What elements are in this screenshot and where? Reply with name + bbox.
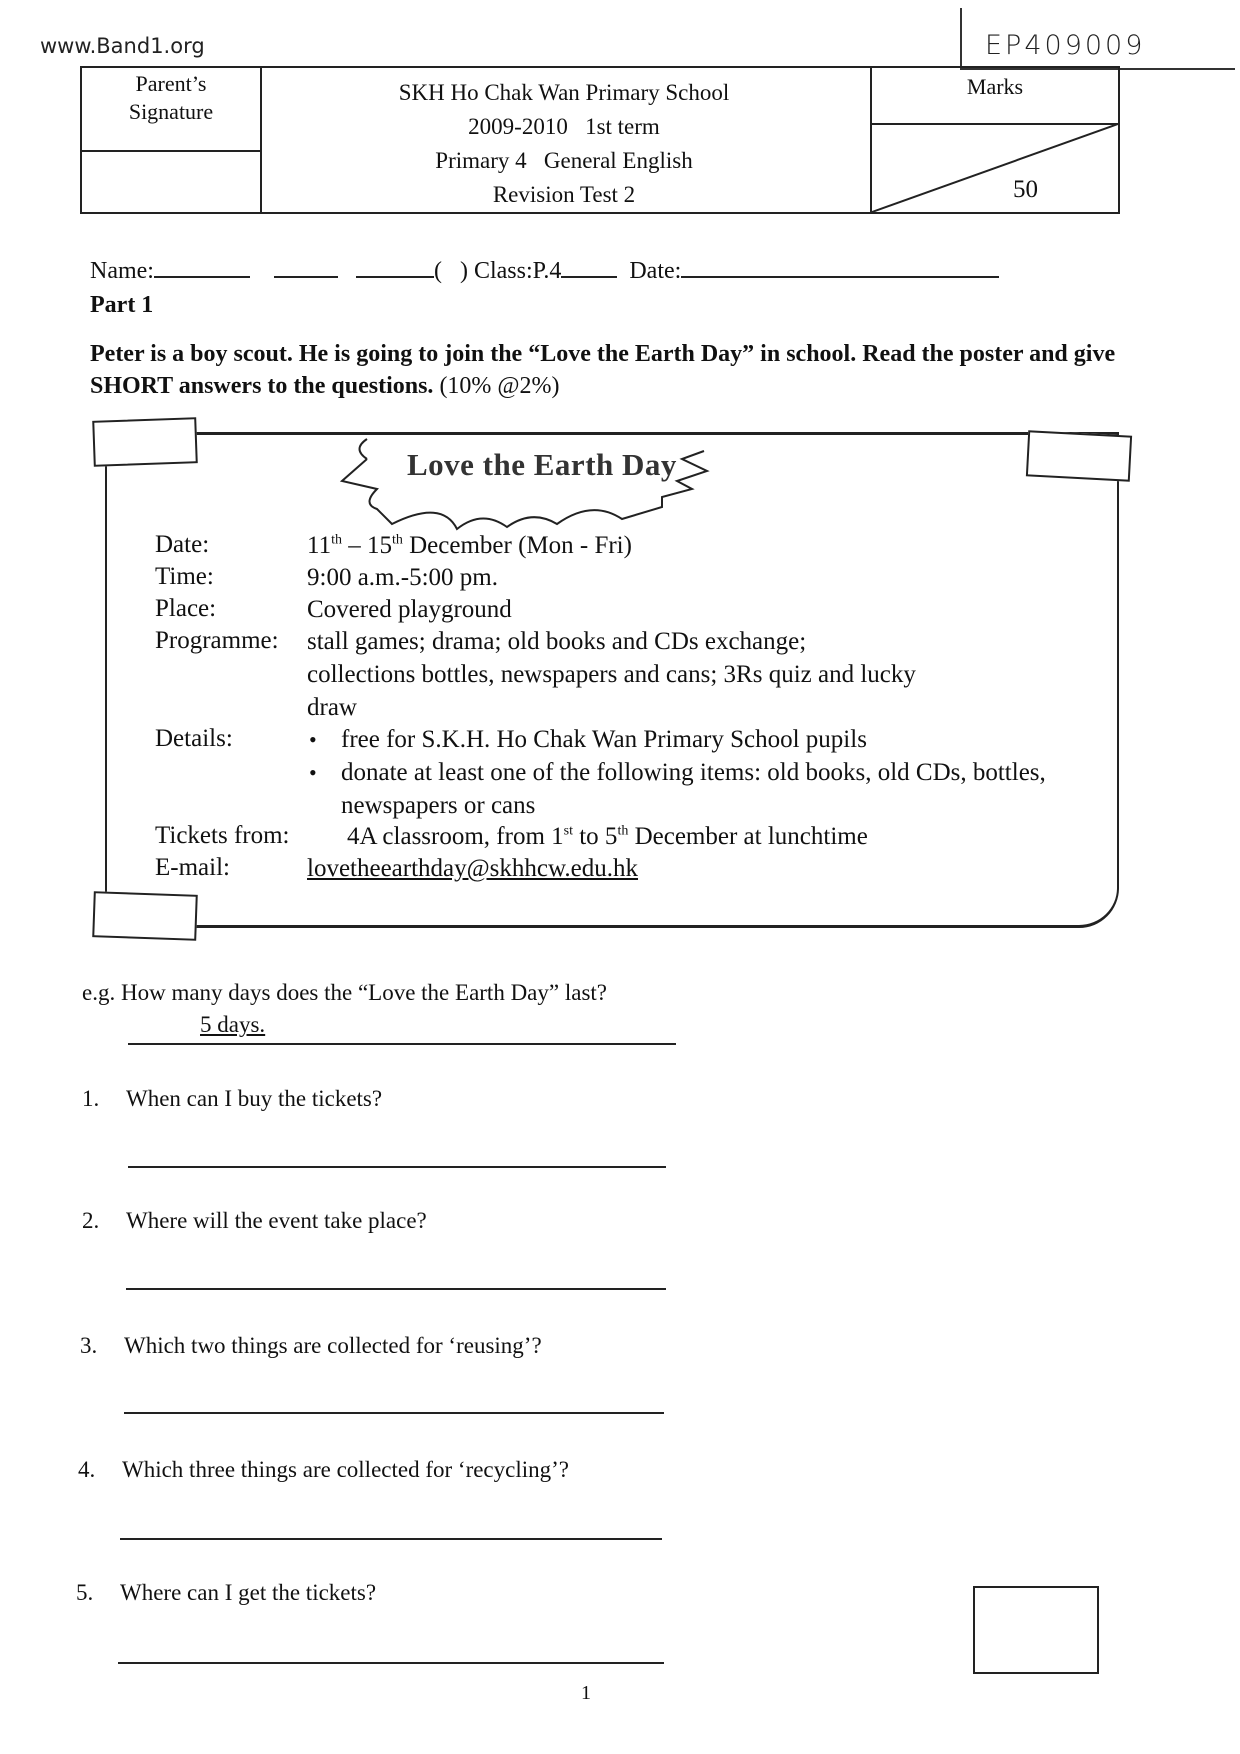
date-label: Date: — [629, 258, 682, 284]
date-start: 11 — [307, 532, 332, 559]
page-number: 1 — [581, 1682, 591, 1704]
parent-signature-box — [80, 66, 262, 214]
watermark-text: www.Band1.org — [40, 34, 205, 58]
date-end: 15 — [366, 532, 392, 559]
poster-tickets-label: Tickets from: — [155, 822, 290, 849]
tickets-text-c: December at lunchtime — [628, 823, 868, 850]
question-4 — [78, 1457, 569, 1483]
programme-line-1: stall games; drama; old books and CDs exchange; — [307, 628, 807, 655]
marks-diagonal — [872, 124, 1118, 212]
poster-place-label: Place: — [155, 595, 217, 622]
poster-programme-label: Programme: — [155, 627, 279, 654]
test-name: Revision Test 2 — [492, 182, 636, 207]
signature-divider — [82, 150, 260, 152]
student-info-line — [90, 258, 999, 285]
question-number: 5. — [76, 1580, 94, 1605]
question-text: Where will the event take place? — [126, 1208, 427, 1233]
question-text: Which three things are collected for ‘recycling’? — [122, 1457, 569, 1482]
year-term: 2009-2010 1st term — [468, 114, 660, 139]
poster-date-value — [307, 529, 1097, 562]
date-start-suffix: th — [331, 532, 342, 548]
tape-top-right — [1026, 430, 1132, 481]
poster-title: Love the Earth Day — [407, 447, 677, 482]
class-label: Class:P.4 — [473, 258, 562, 284]
poster-programme-value — [307, 625, 1097, 724]
name-field-2[interactable] — [274, 258, 338, 278]
poster-email-link[interactable]: lovetheearthday@skhhcw.edu.hk — [307, 855, 639, 882]
question-number: 2. — [82, 1208, 100, 1233]
question-5 — [76, 1580, 376, 1606]
poster-date-label: Date: — [155, 531, 210, 558]
answer-line-1[interactable] — [128, 1166, 666, 1168]
name-label: Name: — [90, 258, 154, 284]
answer-line-2[interactable] — [126, 1288, 666, 1290]
level-subject: Primary 4 General English — [435, 148, 693, 173]
marks-total: 50 — [1013, 176, 1038, 203]
programme-line-2: collections bottles, newspapers and cans; 3Rs quiz and lucky — [307, 661, 916, 688]
tickets-sup-2: th — [617, 823, 629, 839]
code-divider — [960, 8, 962, 70]
poster-details-label: Details: — [155, 725, 233, 752]
question-1 — [82, 1086, 382, 1112]
parent-signature-label — [82, 70, 260, 126]
signature-label-line2: Signature — [128, 99, 214, 124]
question-3 — [80, 1333, 542, 1359]
poster-details-list — [307, 723, 1047, 822]
answer-line-example — [128, 1043, 676, 1045]
question-example — [82, 980, 607, 1006]
detail-item: • free for S.K.H. Ho Chak Wan Primary School pupils — [307, 723, 1047, 756]
tape-top-left — [92, 417, 198, 467]
question-number: e.g. — [82, 980, 116, 1005]
cloud-banner-icon — [332, 429, 992, 539]
school-info-box — [258, 66, 872, 214]
question-2 — [82, 1208, 427, 1234]
question-text: When can I buy the tickets? — [126, 1086, 383, 1111]
date-field[interactable] — [681, 258, 999, 278]
tickets-sup-1: st — [563, 823, 573, 839]
name-field-3[interactable] — [356, 258, 434, 278]
name-field-1[interactable] — [154, 258, 250, 278]
school-name: SKH Ho Chak Wan Primary School — [398, 80, 730, 105]
poster-place-value: Covered playground — [307, 596, 512, 623]
event-poster — [105, 432, 1119, 928]
tape-bottom-left — [92, 891, 198, 941]
answer-line-4[interactable] — [120, 1538, 662, 1540]
programme-line-3: draw — [307, 694, 357, 721]
detail-item: • donate at least one of the following items: old books, old CDs, bottles, newspapers or cans — [307, 756, 1047, 822]
question-text: Where can I get the tickets? — [120, 1580, 377, 1605]
instruction-text: Peter is a boy scout. He is going to join the “Love the Earth Day” in school. Read the poster and give SHORT answers to the questions. — [90, 341, 1116, 399]
question-number: 3. — [80, 1333, 98, 1358]
answer-line-5[interactable] — [118, 1662, 664, 1664]
tickets-text-b: to 5 — [572, 823, 618, 850]
document-code: EP409009 — [985, 30, 1146, 61]
marks-label: Marks — [966, 74, 1024, 99]
part-instructions — [90, 338, 1130, 402]
part-title: Part 1 — [90, 292, 154, 318]
answer-line-3[interactable] — [124, 1412, 664, 1414]
poster-time-value: 9:00 a.m.-5:00 pm. — [307, 564, 498, 591]
header-table — [80, 66, 1125, 212]
question-text: Which two things are collected for ‘reusing’? — [124, 1333, 542, 1358]
date-month: December (Mon - Fri) — [402, 532, 632, 559]
instruction-marks: (10% @2%) — [439, 373, 560, 399]
class-number-field[interactable]: ( ) — [433, 258, 468, 284]
question-number: 1. — [82, 1086, 100, 1111]
section-score-box[interactable] — [973, 1586, 1099, 1674]
class-field[interactable] — [561, 258, 617, 278]
poster-email-label: E-mail: — [155, 854, 230, 881]
poster-tickets-value — [347, 820, 1137, 853]
poster-time-label: Time: — [155, 563, 214, 590]
signature-label-line1: Parent’s — [135, 71, 207, 96]
date-separator: – — [341, 532, 367, 559]
answer-example: 5 days. — [200, 1012, 266, 1037]
tickets-text-a: 4A classroom, from 1 — [347, 823, 564, 850]
question-number: 4. — [78, 1457, 96, 1482]
question-text: How many days does the “Love the Earth Day” last? — [120, 980, 608, 1005]
marks-box — [872, 66, 1120, 214]
date-end-suffix: th — [391, 532, 403, 548]
